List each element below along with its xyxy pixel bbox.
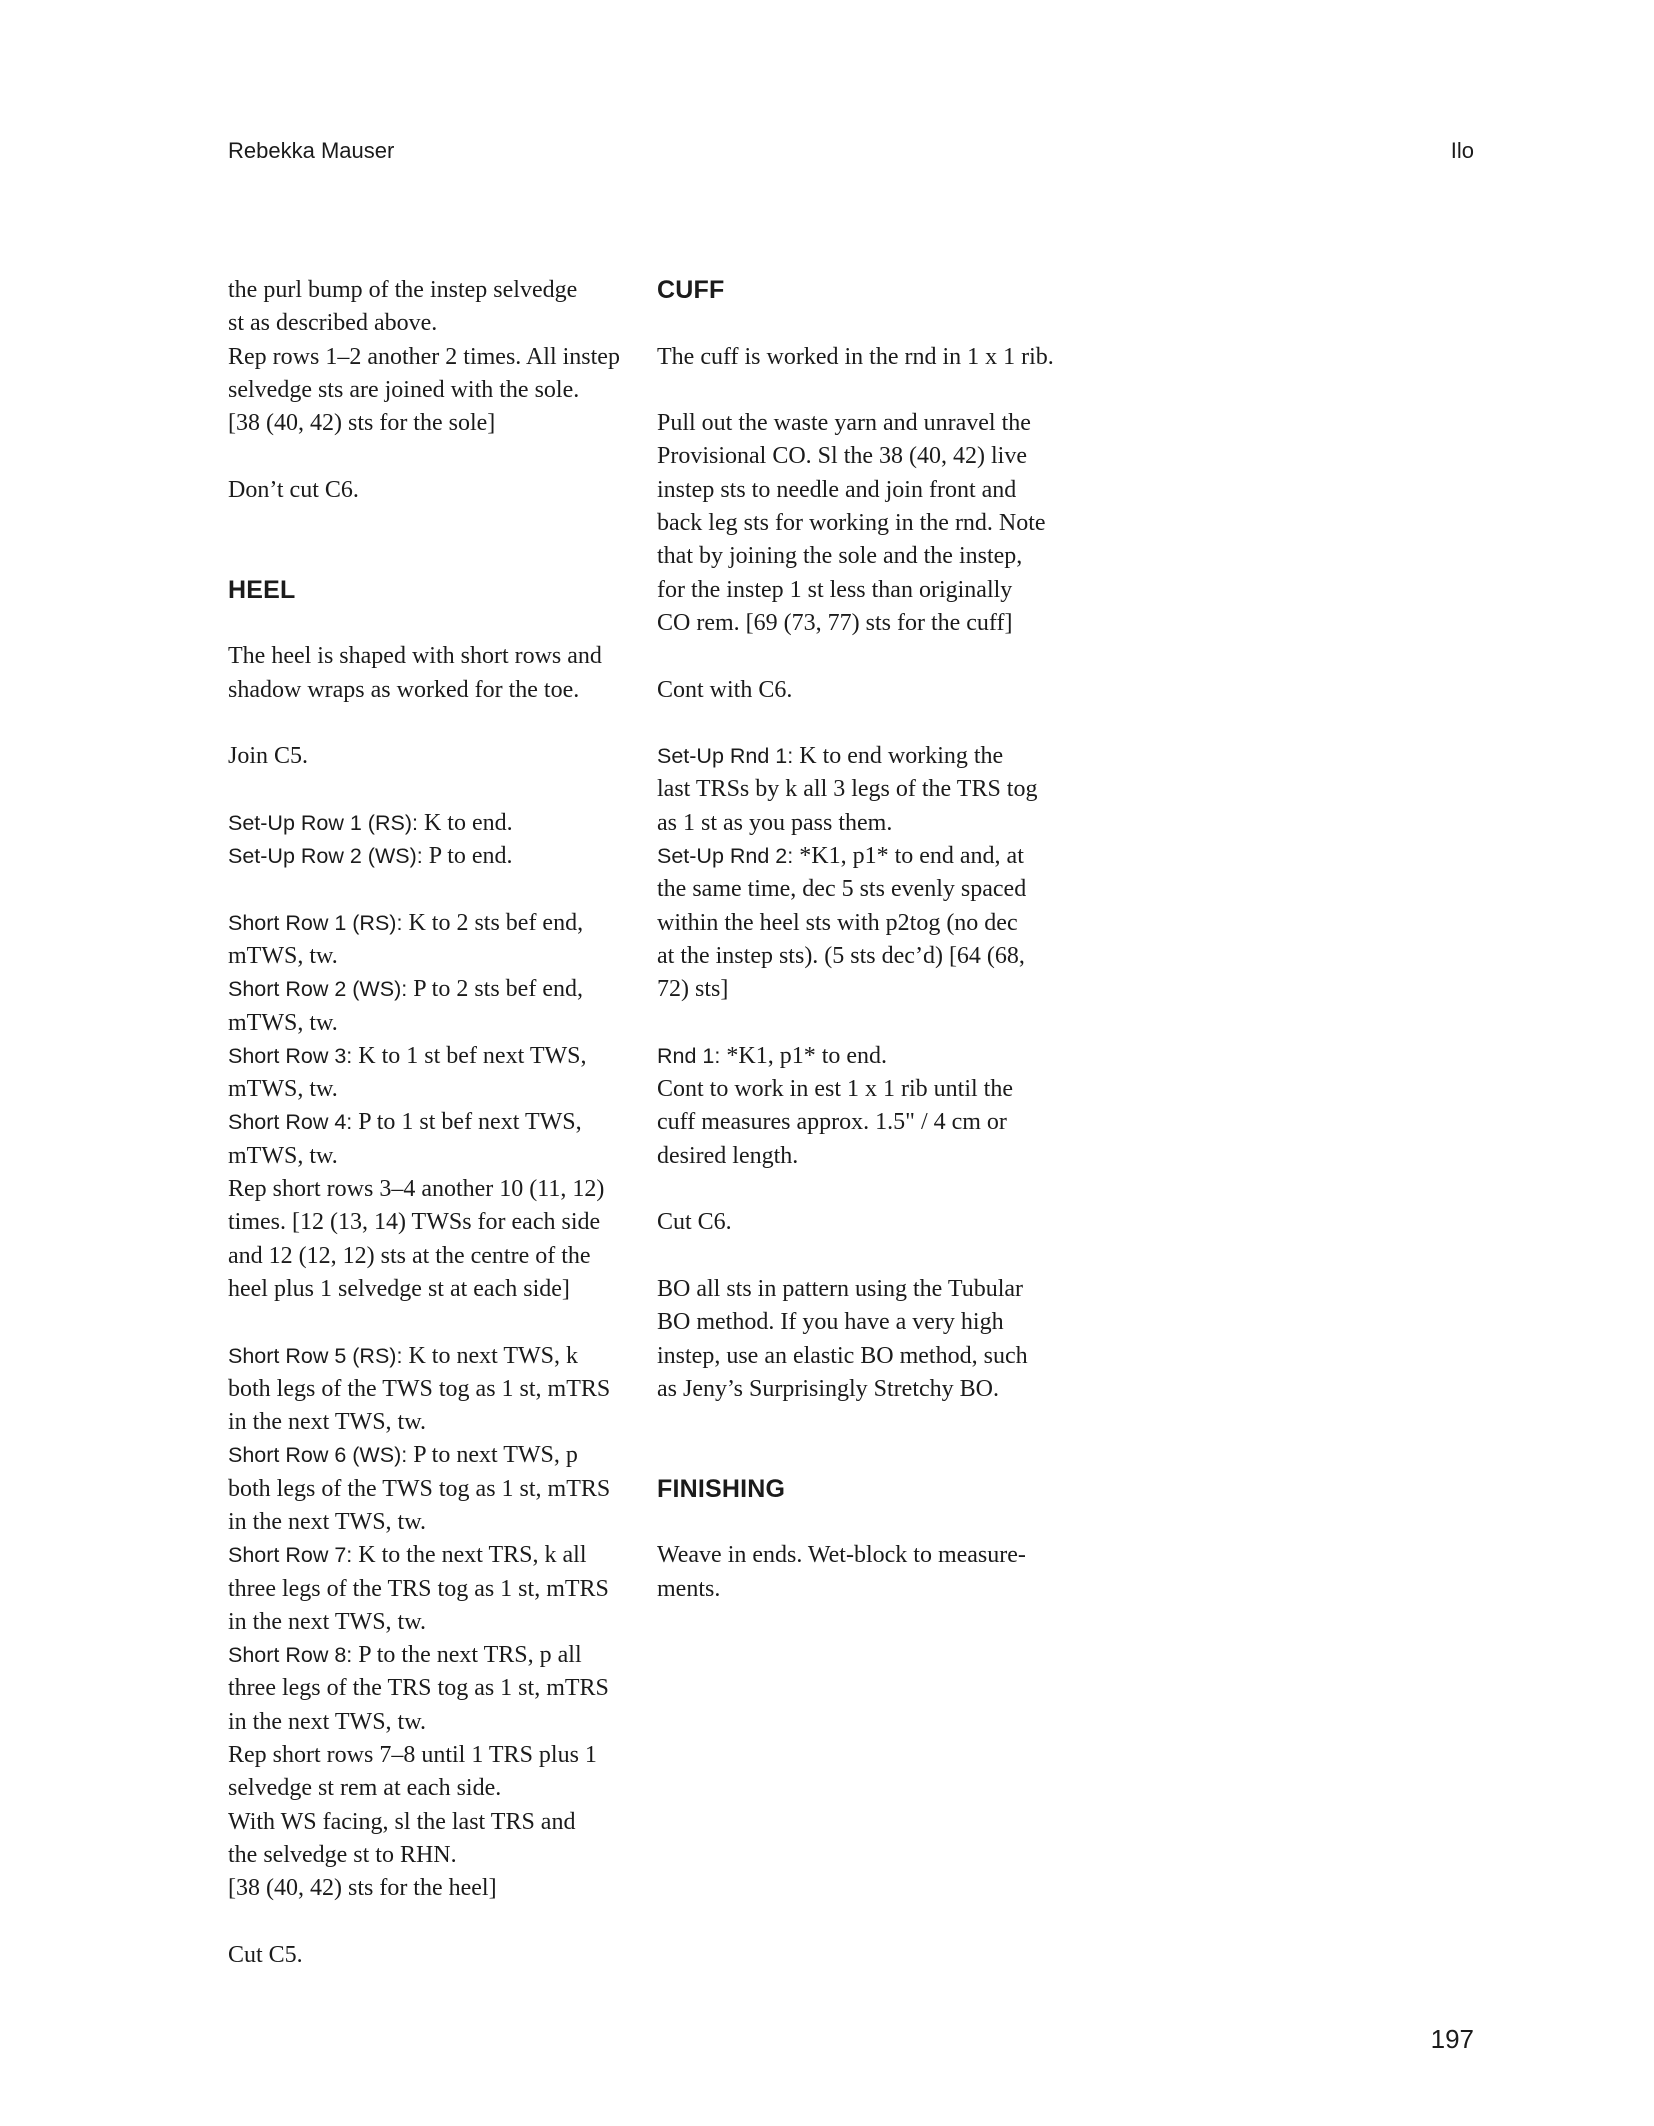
instruction-label: Short Row 1 (RS): <box>228 910 403 935</box>
instruction-label: Short Row 2 (WS): <box>228 977 408 1002</box>
instruction-text: *K1, p1* to end. Cont to work in est 1 x 1 rib until the cuff measures approx. 1.5" / 4 cm or desired length. <box>657 1042 1013 1169</box>
instruction-text: P to 2 sts bef end, mTWS, tw. <box>228 976 583 1036</box>
instruction-label: Set-Up Rnd 2: <box>657 844 794 869</box>
heading-heel: HEEL <box>228 575 296 604</box>
instruction-short-row-6 <box>228 1439 628 1539</box>
instruction-label: Short Row 4: <box>228 1110 353 1135</box>
heading-cuff: CUFF <box>657 276 725 304</box>
instruction-text: P to the next TRS, p all three legs of the TRS tog as 1 st, mTRS in the next TWS, tw. <box>228 1642 609 1735</box>
instruction-label: Short Row 5 (RS): <box>228 1343 403 1368</box>
instruction-text: P to end. <box>422 843 513 870</box>
instruction-short-row-8 <box>228 1639 628 1739</box>
paragraph-cut-c6: Cut C6. <box>657 1209 732 1236</box>
instruction-text: K to end working the last TRSs by k all 3 legs of the TRS tog as 1 st as you pass them. <box>657 743 1038 836</box>
instruction-setup-row-1 <box>228 807 628 840</box>
instruction-label: Short Row 3: <box>228 1043 353 1068</box>
paragraph-provisional-co: Pull out the waste yarn and unravel the Provisional CO. Sl the 38 (40, 42) live instep sts to needle and join front and back leg sts for working in the rnd. Note that by joining the sole and the instep, for the instep 1 st less than originally CO rem. [69 (73, 77) sts for the cuff] <box>657 410 1046 636</box>
instruction-setup-rnd-1 <box>657 740 1057 840</box>
instruction-label: Set-Up Row 1 (RS): <box>228 810 418 835</box>
instruction-short-row-1 <box>228 907 628 974</box>
instruction-label: Rnd 1: <box>657 1043 721 1068</box>
instruction-label: Short Row 8: <box>228 1643 353 1668</box>
instruction-text: K to next TWS, k both legs of the TWS tog as 1 st, mTRS in the next TWS, tw. <box>228 1342 611 1436</box>
instruction-label: Short Row 7: <box>228 1543 353 1568</box>
instruction-label: Set-Up Rnd 1: <box>657 744 794 769</box>
instruction-text: K to the next TRS, k all three legs of the TRS tog as 1 st, mTRS in the next TWS, tw. <box>228 1542 609 1635</box>
right-column <box>657 274 1057 1606</box>
instruction-text: P to next TWS, p both legs of the TWS tog as 1 st, mTRS in the next TWS, tw. <box>228 1442 611 1535</box>
instruction-short-row-7 <box>228 1539 628 1639</box>
paragraph-finishing: Weave in ends. Wet-block to measure- ments. <box>657 1542 1026 1602</box>
instruction-setup-row-2 <box>228 840 628 873</box>
paragraph-heel-intro: The heel is shaped with short rows and shadow wraps as worked for the toe. <box>228 643 602 703</box>
instruction-short-row-5 <box>228 1340 628 1440</box>
paragraph-repeat-7-8: Rep short rows 7–8 until 1 TRS plus 1 selvedge st rem at each side. With WS facing, sl the last TRS and the selvedge st to RHN. [38 (40, 42) sts for the heel] <box>228 1742 597 1902</box>
paragraph-dont-cut: Don’t cut C6. <box>228 476 359 503</box>
instruction-text: K to end. <box>417 809 513 836</box>
paragraph-cont-c6: Cont with C6. <box>657 676 793 703</box>
instruction-short-row-4 <box>228 1106 628 1173</box>
running-header-title: Ilo <box>1450 138 1474 163</box>
paragraph-join: Join C5. <box>228 743 309 770</box>
instruction-label: Set-Up Row 2 (WS): <box>228 844 423 869</box>
paragraph-cuff-intro: The cuff is worked in the rnd in 1 x 1 rib. <box>657 343 1054 370</box>
paragraph-repeat-3-4: Rep short rows 3–4 another 10 (11, 12) times. [12 (13, 14) TWSs for each side and 12 (12, 12) sts at the centre of the heel plus 1 selvedge st at each side] <box>228 1176 605 1302</box>
instruction-label: Short Row 6 (WS): <box>228 1443 408 1468</box>
heading-finishing: FINISHING <box>657 1474 786 1503</box>
paragraph-bind-off: BO all sts in pattern using the Tubular BO method. If you have a very high instep, use an elastic BO method, such as Jeny’s Surprisingly Stretchy BO. <box>657 1275 1028 1402</box>
instruction-text: *K1, p1* to end and, at the same time, dec 5 sts evenly spaced within the heel sts with p2tog (no dec at the instep sts). (5 sts dec’d) [64 (68, 72) sts] <box>657 843 1027 1003</box>
instruction-short-row-3 <box>228 1040 628 1107</box>
instruction-short-row-2 <box>228 973 628 1040</box>
instruction-text: K to 2 sts bef end, mTWS, tw. <box>228 909 584 969</box>
instruction-text: K to 1 st bef next TWS, mTWS, tw. <box>228 1042 587 1103</box>
left-column <box>228 274 628 1972</box>
paragraph-instep-join: the purl bump of the instep selvedge st as described above. Rep rows 1–2 another 2 times. All instep selvedge sts are joined with the sole. [38 (40, 42) sts for the sole] <box>228 277 620 437</box>
instruction-text: P to 1 st bef next TWS, mTWS, tw. <box>228 1109 582 1169</box>
paragraph-cut-c5: Cut C5. <box>228 1941 303 1968</box>
instruction-rnd-1 <box>657 1040 1057 1173</box>
running-header-author: Rebekka Mauser <box>228 138 395 163</box>
instruction-setup-rnd-2 <box>657 840 1057 1006</box>
page-number: 197 <box>1430 2024 1474 2054</box>
